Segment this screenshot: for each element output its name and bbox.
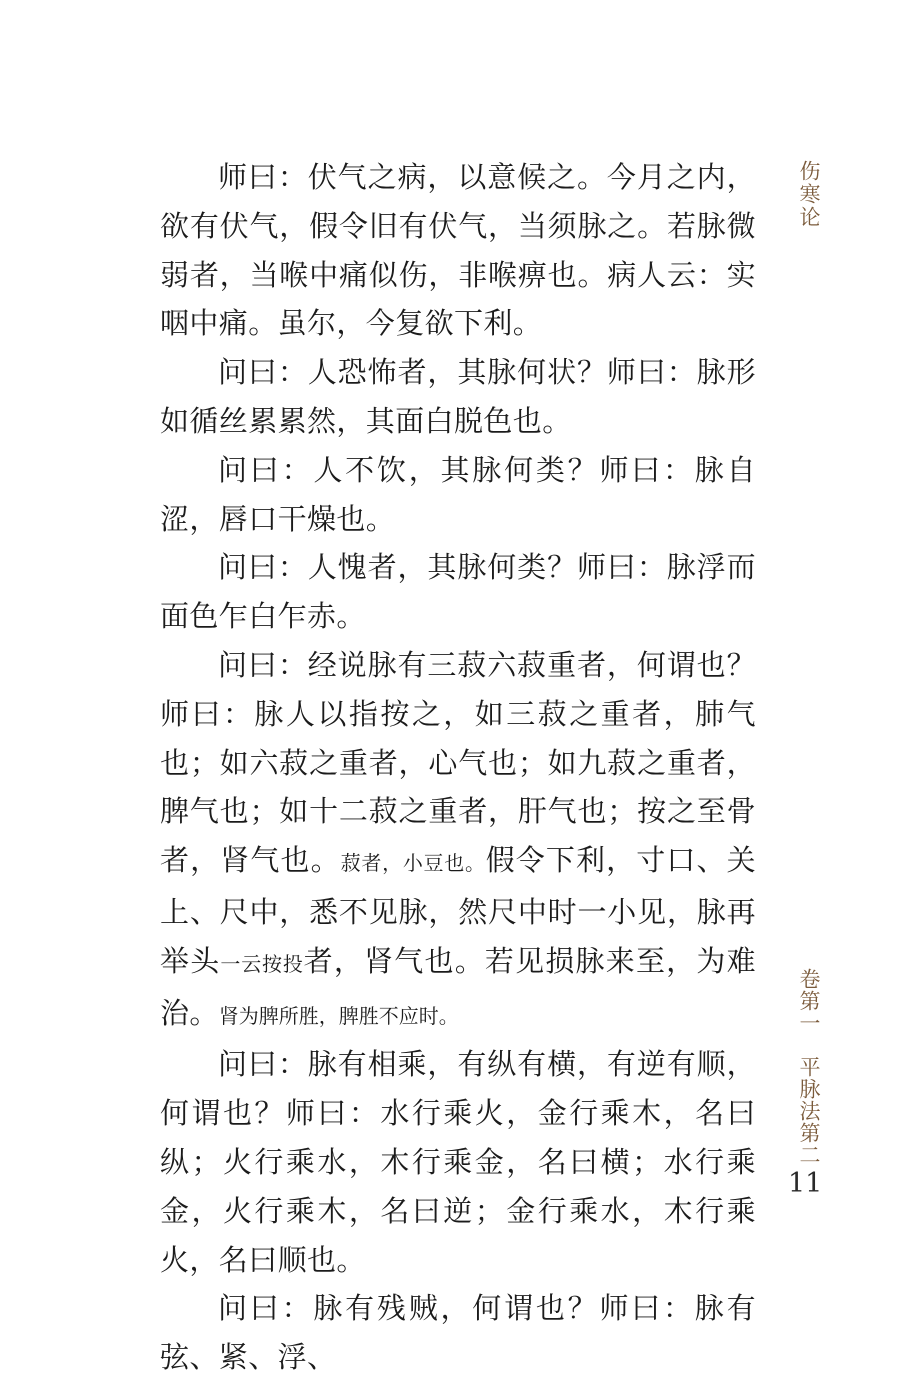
paragraph: 问曰：脉有残贼，何谓也？师曰：脉有弦、紧、浮、	[160, 1291, 756, 1375]
paragraph	[160, 641, 756, 1040]
running-header-chapter: 卷第一 平脉法第二	[797, 968, 821, 1166]
paragraph-text: 假令下利，寸口、关上、尺中，悉不见脉，然尺中时一小见，脉再举头	[160, 843, 756, 978]
paragraph: 问曰：人恐怖者，其脉何状？师曰：脉形如循丝累累然，其面白脱色也。	[160, 355, 756, 438]
annotation-note: 肾为脾所胜，脾胜不应时。	[218, 1003, 459, 1028]
running-header-book-title: 伤寒论	[797, 160, 821, 229]
paragraph: 问曰：脉有相乘，有纵有横，有逆有顺，何谓也？师曰：水行乘火，金行乘木，名曰纵；火行乘水，木行乘金，名曰横；水行乘金，火行乘木，名曰逆；金行乘水，木行乘火，名曰顺也。	[160, 1047, 756, 1277]
annotation-note: 菽者，小豆也。	[340, 851, 486, 876]
paragraph: 问曰：人愧者，其脉何类？师曰：脉浮而面色乍白乍赤。	[160, 550, 756, 634]
paragraph-text: 问曰：经说脉有三菽六菽重者，何谓也？师曰：脉人以指按之，如三菽之重者，肺气也；如六菽之重者，心气也；如九菽之重者，脾气也；如十二菽之重者，肝气也；按之至骨者，肾气也。	[160, 647, 756, 878]
paragraph: 师曰：伏气之病，以意候之。今月之内，欲有伏气，假令旧有伏气，当须脉之。若脉微弱者，当喉中痛似伤，非喉痹也。病人云：实咽中痛。虽尔，今复欲下利。	[160, 160, 756, 341]
annotation-note: 一云按投	[220, 951, 304, 976]
paragraph-text: 者，肾气也。若见损脉来至，为难治。	[160, 943, 756, 1030]
page-number: 11	[788, 1168, 823, 1199]
body-text	[160, 153, 756, 1382]
paragraph: 问曰：人不饮，其脉何类？师曰：脉自涩，唇口干燥也。	[160, 452, 756, 536]
